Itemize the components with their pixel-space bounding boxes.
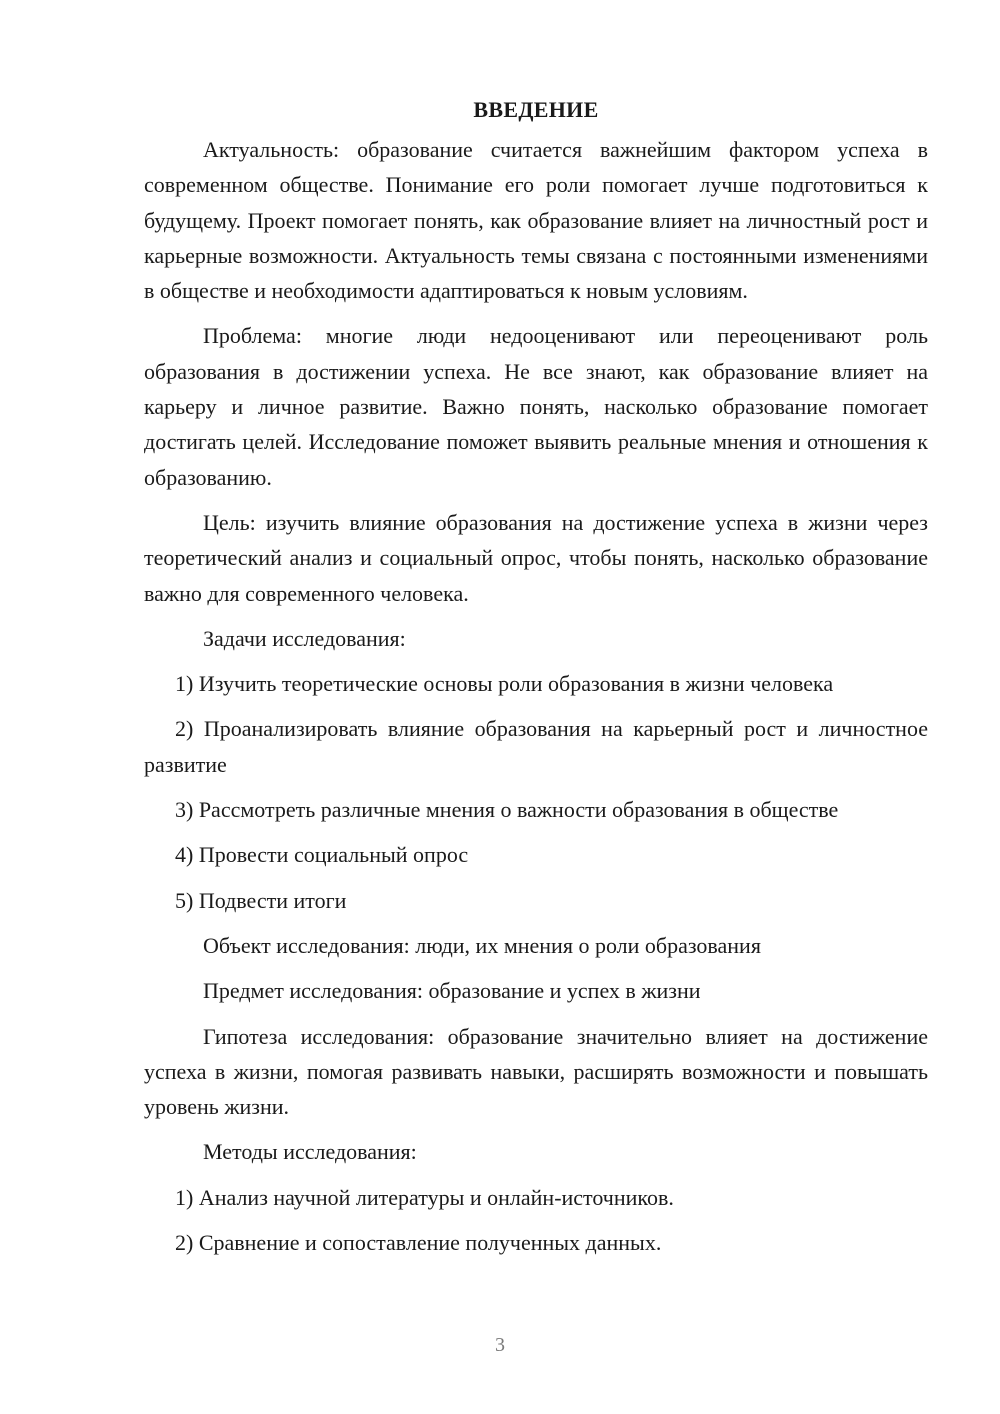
goal-paragraph: Цель: изучить влияние образования на достижение успеха в жизни через теоретический анализ и социальный опрос, чтобы понять, насколько образование важно для современного человека. bbox=[144, 509, 928, 606]
document-page bbox=[144, 92, 928, 1270]
subject-paragraph: Предмет исследования: образование и успех в жизни bbox=[203, 978, 701, 1004]
hypothesis-paragraph: Гипотеза исследования: образование значительно влияет на достижение успеха в жизни, помогая развивать навыки, расширять возможности и повышать уровень жизни. bbox=[144, 1023, 928, 1120]
task-item-2: 2) Проанализировать влияние образования на карьерный рост и личностное развитие bbox=[144, 716, 928, 777]
task-item-4: 4) Провести социальный опрос bbox=[175, 842, 469, 868]
task-item-1: 1) Изучить теоретические основы роли образования в жизни человека bbox=[175, 671, 834, 697]
task-item-3: 3) Рассмотреть различные мнения о важности образования в обществе bbox=[175, 797, 839, 823]
relevance-paragraph: Актуальность: образование считается важнейшим фактором успеха в современном обществе. Понимание его роли помогает лучше подготовиться к будущему. Проект помогает понять, как образование влияет на личностный рост и карьерные возможности. Актуальность темы связана с постоянными изменениями в обществе и необходимости адаптироваться к новым условиям. bbox=[144, 137, 928, 304]
tasks-heading: Задачи исследования: bbox=[203, 625, 406, 651]
page-number: 3 bbox=[495, 1334, 505, 1356]
methods-heading: Методы исследования: bbox=[203, 1139, 417, 1165]
task-item-5: 5) Подвести итоги bbox=[175, 887, 347, 913]
problem-paragraph: Проблема: многие люди недооценивают или переоценивают роль образования в достижении успеха. Не все знают, как образование влияет на карьеру и личное развитие. Важно понять, насколько образование помогает достигать целей. Исследование поможет выявить реальные мнения и отношения к образованию. bbox=[144, 323, 928, 490]
object-paragraph: Объект исследования: люди, их мнения о роли образования bbox=[203, 932, 761, 958]
page-title: ВВЕДЕНИЕ bbox=[473, 97, 599, 122]
method-item-2: 2) Сравнение и сопоставление полученных данных. bbox=[175, 1230, 662, 1256]
method-item-1: 1) Анализ научной литературы и онлайн-источников. bbox=[175, 1184, 674, 1210]
